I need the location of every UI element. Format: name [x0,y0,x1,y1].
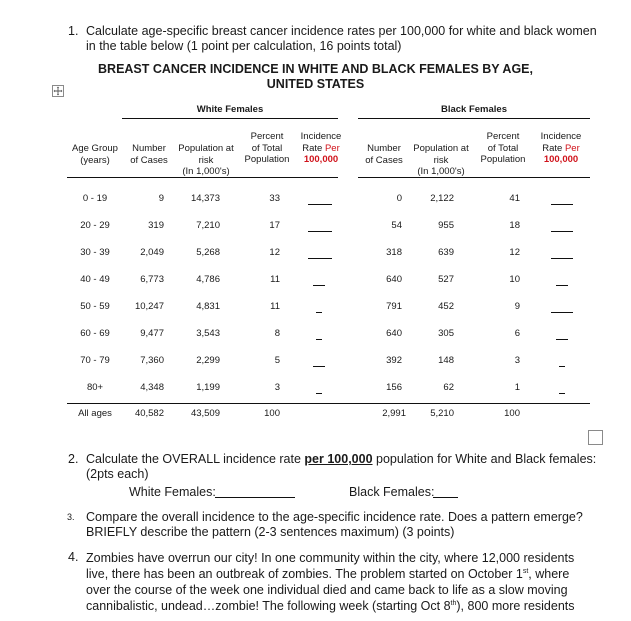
white-incidence-blank[interactable] [308,204,332,205]
black-percent: 41 [509,193,520,204]
white-percent: 12 [269,247,280,258]
white-percent: 5 [274,355,280,366]
white-females-group-title: White Females [196,104,264,115]
white-percent: 11 [270,301,280,312]
header-black-incidence-rate: Incidence Rate Per 100,000 [540,131,582,165]
white-cases: 6,773 [140,274,164,285]
total-black-population: 5,210 [430,408,454,419]
black-percent: 3 [514,355,520,366]
total-black-percent: 100 [504,408,520,419]
age-group: 70 - 79 [80,355,110,366]
black-group-underline [358,118,590,119]
black-population: 639 [438,247,454,258]
question-1-number: 1. [68,24,79,38]
black-incidence-blank[interactable] [551,258,573,259]
question-1-line-1: Calculate age-specific breast cancer incidence rates per 100,000 for white and black women [86,24,597,38]
table-title-line-1: BREAST CANCER INCIDENCE IN WHITE AND BLACK FEMALES BY AGE, [98,62,533,76]
white-population: 14,373 [190,193,220,204]
header-white-percent-total: Percent of Total Population [244,131,290,165]
black-cases: 640 [386,328,402,339]
question-3-number: 3. [67,512,75,522]
table-move-handle[interactable] [52,85,64,97]
white-incidence-blank[interactable] [313,366,325,367]
black-population: 148 [438,355,454,366]
header-white-population-at-risk: Population at risk (In 1,000's) [178,143,234,177]
white-population: 4,831 [196,301,220,312]
white-population: 4,786 [196,274,220,285]
white-header-rule [67,177,338,178]
header-white-incidence-rate: Incidence Rate Per 100,000 [300,131,342,165]
per-100000-emphasis: per 100,000 [304,452,373,466]
total-rule [67,403,590,404]
white-cases: 9,477 [140,328,164,339]
white-cases: 10,247 [134,301,164,312]
total-white-cases: 40,582 [134,408,164,419]
black-population: 62 [443,382,454,393]
total-age: All ages [78,408,112,419]
white-percent: 33 [269,193,280,204]
black-incidence-blank[interactable] [551,312,573,313]
white-incidence-blank[interactable] [308,258,332,259]
white-incidence-blank[interactable] [308,231,332,232]
white-percent: 8 [274,328,280,339]
checkbox[interactable] [588,430,603,445]
white-cases: 4,348 [140,382,164,393]
black-cases: 0 [396,193,402,204]
white-percent: 11 [270,274,280,285]
table-title-line-2: UNITED STATES [266,77,365,91]
question-2-number: 2. [68,452,79,466]
black-population: 305 [438,328,454,339]
black-percent: 12 [509,247,520,258]
black-incidence-blank[interactable] [551,204,573,205]
header-black-number-of-cases: Number of Cases [365,143,403,166]
white-incidence-blank[interactable] [313,285,325,286]
question-1-text [86,24,597,54]
question-2-text: Calculate the OVERALL incidence rate per 100,000 population for White and Black females: (2pts each) [86,452,597,481]
black-header-rule [358,177,590,178]
black-population: 955 [438,220,454,231]
white-population: 3,543 [196,328,220,339]
black-females-answer-label: Black Females: [349,485,435,499]
white-females-answer-label: White Females: [129,485,216,499]
white-population: 5,268 [196,247,220,258]
white-incidence-blank[interactable] [316,339,322,340]
question-4-number: 4. [68,550,79,564]
white-cases: 2,049 [140,247,164,258]
total-white-population: 43,509 [190,408,220,419]
header-white-number-of-cases: Number of Cases [130,143,168,166]
white-cases: 9 [158,193,164,204]
white-population: 1,199 [196,382,220,393]
black-incidence-blank[interactable] [559,366,565,367]
black-females-answer-blank[interactable] [433,497,458,498]
black-incidence-blank[interactable] [551,231,573,232]
age-group: 40 - 49 [80,274,110,285]
black-percent: 18 [509,220,520,231]
white-cases: 7,360 [140,355,164,366]
header-black-population-at-risk: Population at risk (In 1,000's) [413,143,469,177]
white-cases: 319 [148,220,164,231]
black-cases: 791 [386,301,402,312]
total-white-percent: 100 [264,408,280,419]
black-cases: 318 [386,247,402,258]
question-3-text: Compare the overall incidence to the age-specific incidence rate. Does a pattern emerge? BRIEFLY describe the pattern (2-3 sentences maximum) (3 points) [86,510,583,539]
white-incidence-blank[interactable] [316,312,322,313]
age-group: 30 - 39 [80,247,110,258]
age-group: 50 - 59 [80,301,110,312]
header-age-group: Age Group (years) [72,143,118,166]
black-cases: 54 [391,220,402,231]
black-cases: 392 [386,355,402,366]
question-4-text: Zombies have overrun our city! In one community within the city, where 12,000 residents live, there has been an outbreak of zombies. The problem started on October 1st, where over the course of the week one individual died and came back to life as a slow moving cannibalistic, undead…zombie! The following week (starting Oct 8th), 800 more residents [86,551,575,613]
age-group: 80+ [86,382,104,393]
white-percent: 17 [269,220,280,231]
white-group-underline [122,118,338,119]
black-incidence-blank[interactable] [556,339,568,340]
white-population: 7,210 [196,220,220,231]
black-population: 527 [438,274,454,285]
black-incidence-blank[interactable] [556,285,568,286]
black-percent: 1 [514,382,520,393]
header-black-percent-total: Percent of Total Population [480,131,526,165]
black-percent: 9 [514,301,520,312]
black-percent: 10 [509,274,520,285]
age-group: 0 - 19 [82,193,108,204]
black-percent: 6 [514,328,520,339]
move-arrows-icon [53,86,63,96]
black-incidence-blank[interactable] [559,393,565,394]
black-cases: 640 [386,274,402,285]
total-black-cases: 2,991 [382,408,406,419]
white-percent: 3 [274,382,280,393]
white-population: 2,299 [196,355,220,366]
black-population: 452 [438,301,454,312]
white-incidence-blank[interactable] [316,393,322,394]
black-population: 2,122 [430,193,454,204]
black-cases: 156 [386,382,402,393]
age-group: 60 - 69 [80,328,110,339]
question-1-line-2: in the table below (1 point per calculation, 16 points total) [86,39,402,53]
white-females-answer-blank[interactable] [215,497,295,498]
table-title [0,62,631,92]
black-females-group-title: Black Females [440,104,507,115]
age-group: 20 - 29 [80,220,110,231]
